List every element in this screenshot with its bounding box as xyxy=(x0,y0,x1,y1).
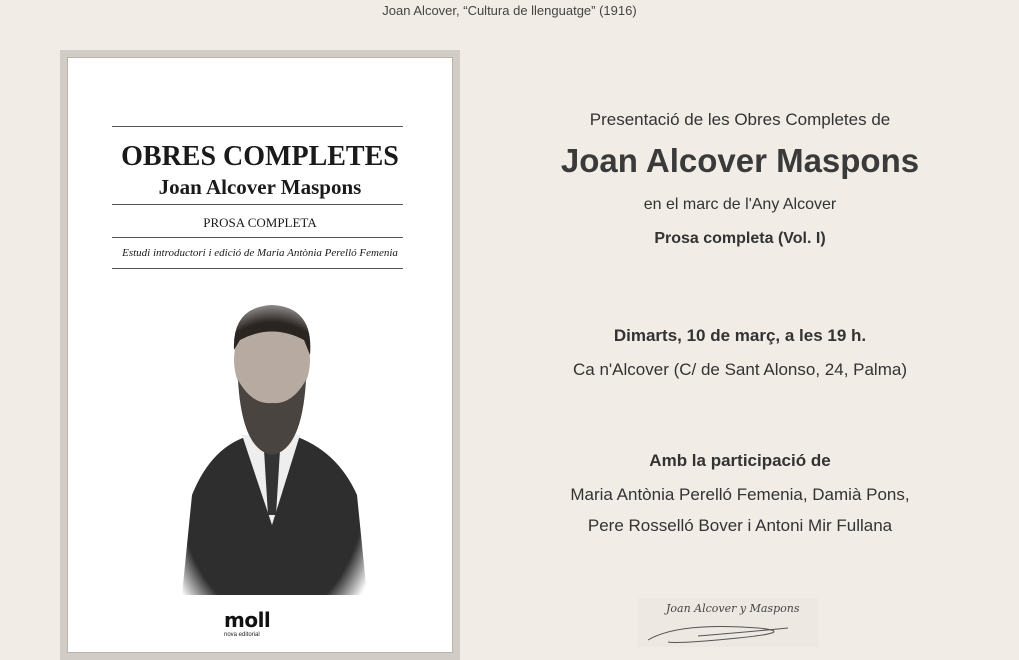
event-date: Dimarts, 10 de març, a les 19 h. xyxy=(613,326,867,345)
book-volume: PROSA COMPLETA xyxy=(203,215,317,230)
signature-flourish xyxy=(638,598,818,647)
book-editor-line: Estudi introductori i edició de Maria Antònia Perelló Femenia xyxy=(122,247,398,259)
divider xyxy=(112,268,403,269)
event-venue: Ca n'Alcover (C/ de Sant Alonso, 24, Palma) xyxy=(573,360,907,379)
book-cover xyxy=(60,50,460,660)
signature-text: Joan Alcover y Maspons xyxy=(666,602,800,615)
author-portrait xyxy=(172,285,372,595)
event-intro: Presentació de les Obres Completes de xyxy=(589,110,891,129)
event-volume: Prosa completa (Vol. I) xyxy=(654,230,826,247)
participants-line-1: Maria Antònia Perelló Femenia, Damià Pons, xyxy=(570,485,910,504)
book-title: OBRES COMPLETES xyxy=(121,141,399,172)
publisher-logo xyxy=(224,609,270,639)
participants-line-2: Pere Rosselló Bover i Antoni Mir Fullana xyxy=(587,516,893,535)
publisher-subtitle: nova editorial xyxy=(224,632,260,638)
author-signature xyxy=(638,598,818,647)
event-title: Joan Alcover Maspons xyxy=(560,142,920,179)
event-context: en el marc de l'Any Alcover xyxy=(643,196,837,213)
divider xyxy=(112,204,403,205)
book-author: Joan Alcover Maspons xyxy=(158,175,362,199)
divider xyxy=(112,237,403,238)
divider xyxy=(112,126,403,127)
publisher-name: moll xyxy=(224,608,271,632)
epigraph-quote: Joan Alcover, “Cultura de llenguatge” (1916) xyxy=(382,3,637,18)
participants-heading: Amb la participació de xyxy=(649,451,831,470)
